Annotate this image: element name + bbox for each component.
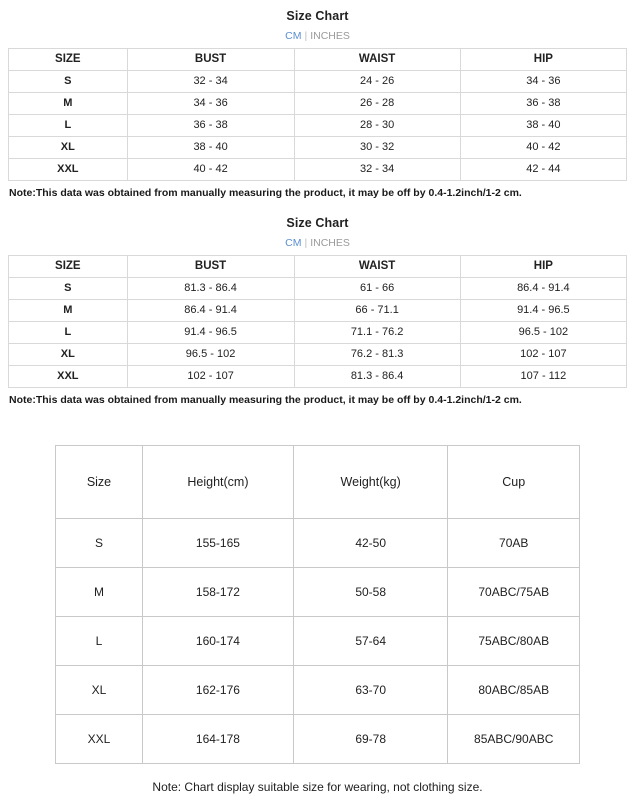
cell-waist: 26 - 28 [294,93,460,115]
cell-hip: 91.4 - 96.5 [460,300,626,322]
table-row [9,115,627,137]
cell-bust: 34 - 36 [127,93,294,115]
cell-bust: 38 - 40 [127,137,294,159]
unit-cm-option-1[interactable]: CM [285,30,302,42]
cell-weight: 42-50 [293,519,448,568]
cell-weight: 50-58 [293,568,448,617]
fit-table [55,445,580,764]
unit-toggle-1 [8,23,627,48]
cell-hip: 34 - 36 [460,71,626,93]
column-header-hip: HIP [460,256,626,278]
cell-size: M [56,568,143,617]
cell-waist: 76.2 - 81.3 [294,344,460,366]
cell-hip: 40 - 42 [460,137,626,159]
column-header-height: Height(cm) [142,446,293,519]
cell-size: XXL [9,159,128,181]
table-row [9,278,627,300]
table-header-row [9,256,627,278]
cell-weight: 63-70 [293,666,448,715]
cell-size: XL [9,137,128,159]
table-row [9,71,627,93]
cell-size: S [9,71,128,93]
cell-size: S [9,278,128,300]
cell-height: 155-165 [142,519,293,568]
cell-height: 164-178 [142,715,293,764]
page-title-2: Size Chart [286,216,349,230]
cell-hip: 36 - 38 [460,93,626,115]
measurement-note-2: Note:This data was obtained from manually measuring the product, it may be off by 0.4-1.2inch/1-2 cm. [9,394,522,406]
unit-inches-option-2[interactable]: INCHES [310,237,350,249]
cell-bust: 36 - 38 [127,115,294,137]
cell-size: M [9,300,128,322]
size-chart-block-2 [0,200,635,407]
table-row [9,366,627,388]
table-row [9,93,627,115]
cell-bust: 86.4 - 91.4 [127,300,294,322]
cell-height: 158-172 [142,568,293,617]
cell-hip: 42 - 44 [460,159,626,181]
unit-inches-option-1[interactable]: INCHES [310,30,350,42]
column-header-waist: WAIST [294,49,460,71]
cell-hip: 38 - 40 [460,115,626,137]
cell-waist: 66 - 71.1 [294,300,460,322]
cell-size: XXL [56,715,143,764]
page-title-1: Size Chart [286,9,349,23]
table-row [9,300,627,322]
size-table-1 [8,48,627,181]
unit-toggle-2 [8,230,627,255]
unit-cm-option-2[interactable]: CM [285,237,302,249]
cell-cup: 75ABC/80AB [448,617,580,666]
cell-bust: 102 - 107 [127,366,294,388]
column-header-bust: BUST [127,256,294,278]
cell-hip: 96.5 - 102 [460,322,626,344]
size-chart-block-1 [0,0,635,200]
cell-waist: 24 - 26 [294,71,460,93]
table-header-row [9,49,627,71]
table-header-row [56,446,580,519]
table-row [56,519,580,568]
cell-size: XXL [9,366,128,388]
table-row [56,715,580,764]
column-header-size: SIZE [9,256,128,278]
cell-size: XL [9,344,128,366]
measurement-note-1: Note:This data was obtained from manually measuring the product, it may be off by 0.4-1.2inch/1-2 cm. [9,187,522,199]
cell-cup: 85ABC/90ABC [448,715,580,764]
table-row [9,322,627,344]
cell-waist: 32 - 34 [294,159,460,181]
unit-separator-2: | [304,237,308,249]
cell-waist: 71.1 - 76.2 [294,322,460,344]
column-header-weight: Weight(kg) [293,446,448,519]
table-row [56,666,580,715]
cell-weight: 69-78 [293,715,448,764]
cell-cup: 80ABC/85AB [448,666,580,715]
cell-size: XL [56,666,143,715]
cell-bust: 40 - 42 [127,159,294,181]
cell-hip: 86.4 - 91.4 [460,278,626,300]
fit-table-block [0,407,635,794]
cell-bust: 81.3 - 86.4 [127,278,294,300]
cell-size: L [9,322,128,344]
column-header-bust: BUST [127,49,294,71]
fit-table-note: Note: Chart display suitable size for wearing, not clothing size. [152,780,483,794]
cell-size: S [56,519,143,568]
cell-waist: 28 - 30 [294,115,460,137]
cell-size: M [9,93,128,115]
column-header-size: Size [56,446,143,519]
table-row [9,159,627,181]
cell-size: L [9,115,128,137]
cell-bust: 32 - 34 [127,71,294,93]
cell-height: 162-176 [142,666,293,715]
unit-separator-1: | [304,30,308,42]
table-row [56,568,580,617]
size-table-2 [8,255,627,388]
cell-bust: 91.4 - 96.5 [127,322,294,344]
column-header-size: SIZE [9,49,128,71]
table-row [9,137,627,159]
cell-size: L [56,617,143,666]
cell-cup: 70ABC/75AB [448,568,580,617]
cell-height: 160-174 [142,617,293,666]
cell-bust: 96.5 - 102 [127,344,294,366]
cell-waist: 30 - 32 [294,137,460,159]
cell-waist: 61 - 66 [294,278,460,300]
table-row [9,344,627,366]
cell-weight: 57-64 [293,617,448,666]
cell-waist: 81.3 - 86.4 [294,366,460,388]
column-header-cup: Cup [448,446,580,519]
cell-cup: 70AB [448,519,580,568]
column-header-waist: WAIST [294,256,460,278]
table-row [56,617,580,666]
cell-hip: 102 - 107 [460,344,626,366]
column-header-hip: HIP [460,49,626,71]
cell-hip: 107 - 112 [460,366,626,388]
